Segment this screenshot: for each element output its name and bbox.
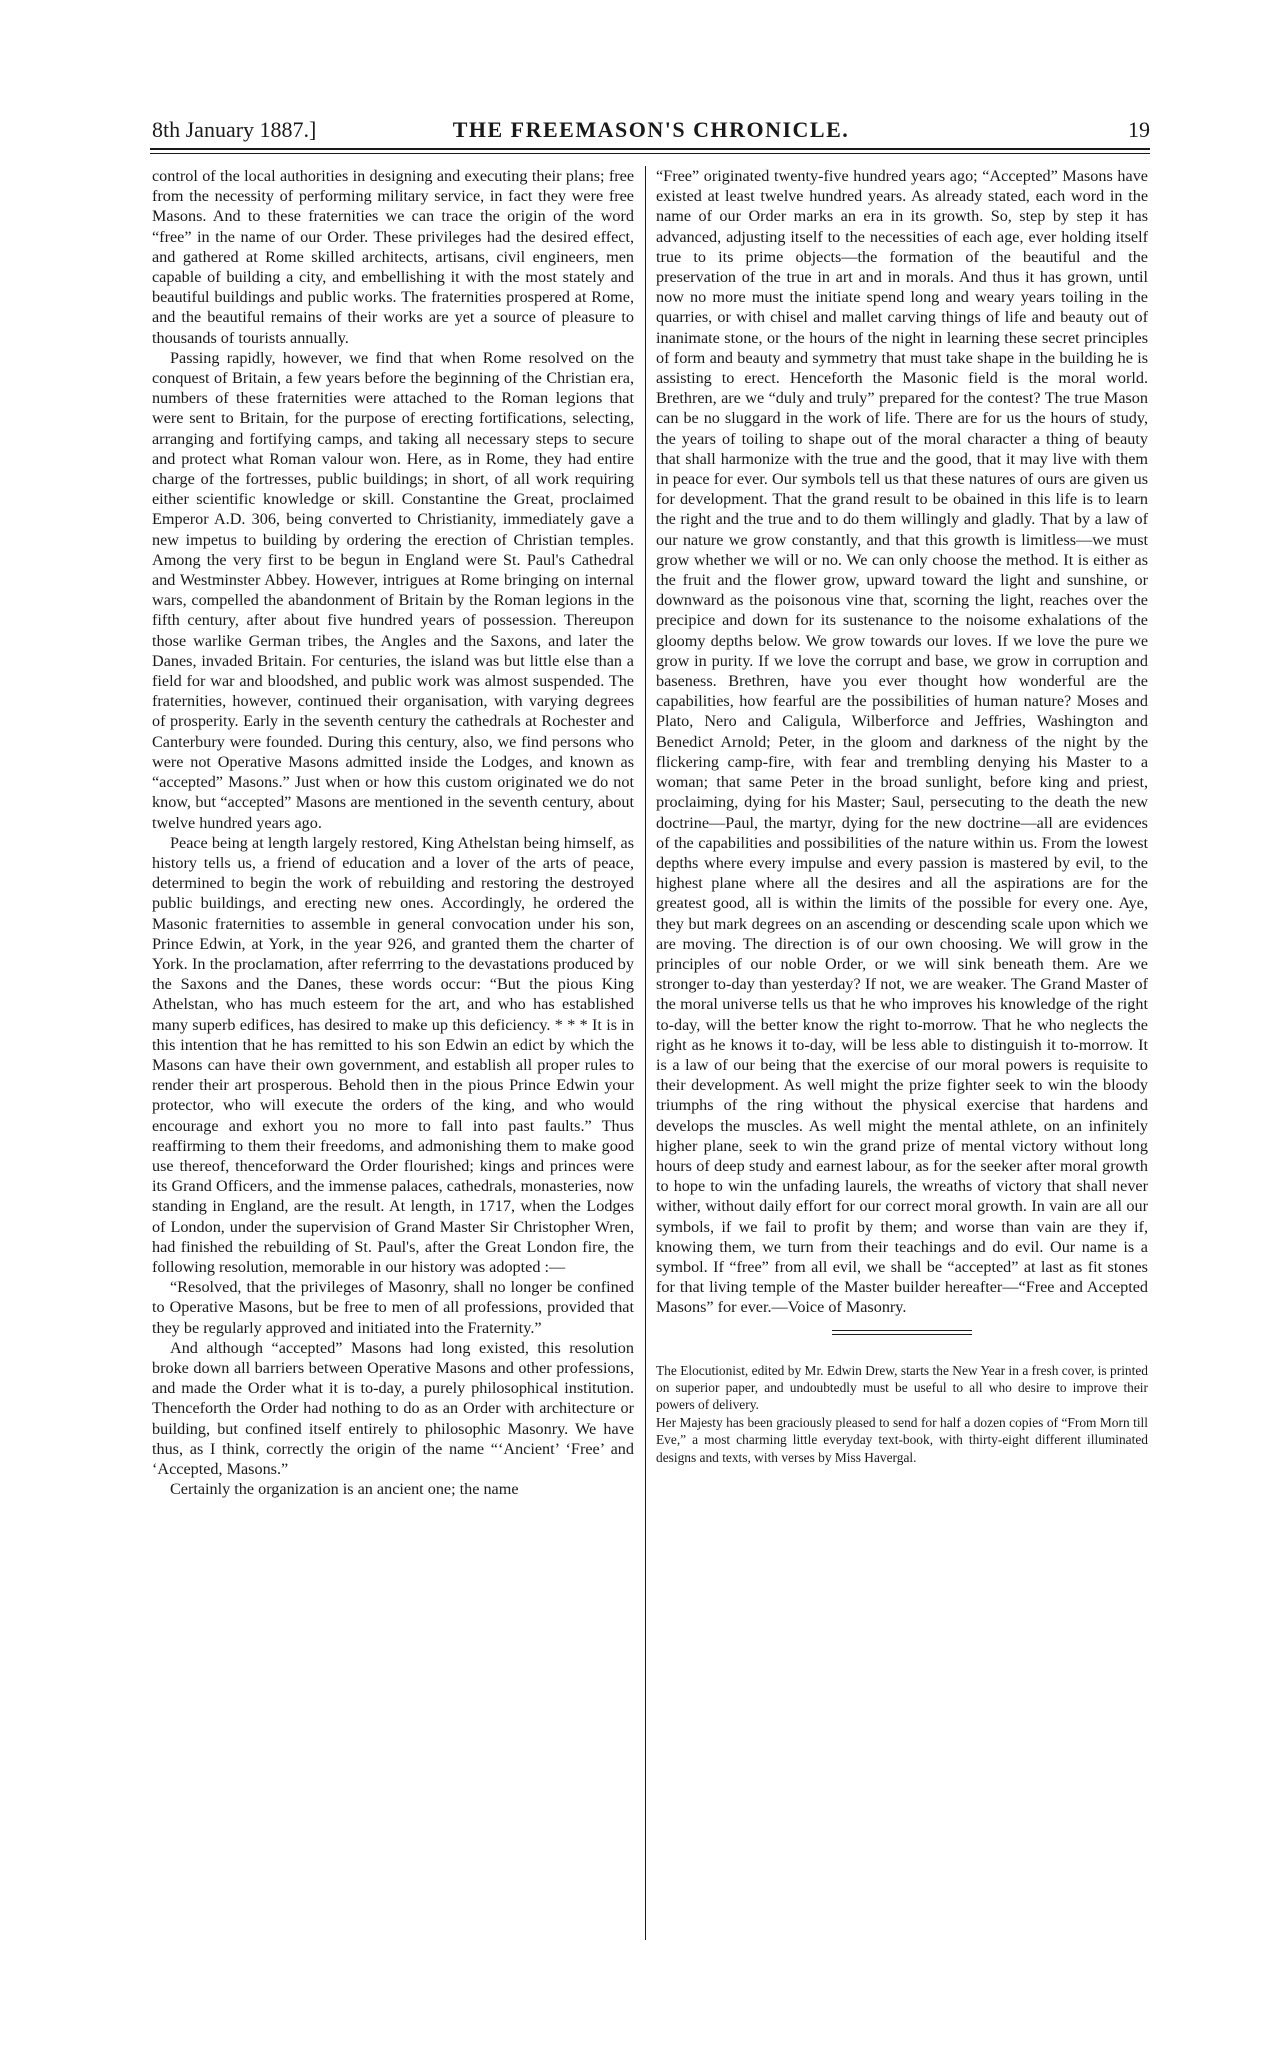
paragraph: Passing rapidly, however, we find that when Rome resolved on the conquest of Britain, a few years before the beginning of the Christian era, numbers of these fraternities were attached to the Roman legions that were sent to Britain, for the purpose of erecting fortifications, selecting, arranging and fortifying camps, and taking all necessary steps to secure and protect what Roman valour won. Here, as in Rome, they had entire charge of the fortresses, public buildings; in short, of all work requiring either scientific knowledge or skill. Constantine the Great, proclaimed Emperor A.D. 306, being converted to Christianity, immediately gave a new impetus to building by ordering the erection of Christian temples. Among the very first to be begun in England were St. Paul's Cathedral and Westminster Abbey. However, intrigues at Rome bringing on internal wars, compelled the abandonment of Britain by the Roman legions in the fifth century, after about five hundred years of possession. Thereupon those warlike German tribes, the Angles and the Saxons, and later the Danes, invaded Britain. For centuries, the island was but little else than a field for war and bloodshed, and public work was almost suspended. The fraternities, however, continued their organisation, with varying degrees of prosperity. Early in the seventh century the cathedrals at Rochester and Canterbury were founded. During this century, also, we find persons who were not Operative Masons admitted inside the Lodges, and known as “accepted” Masons.” Just when or how this custom originated we do not know, but “accepted” Masons are mentioned in the seventh century, about twelve hundred years ago. [152, 348, 634, 832]
resolution-quote: “Resolved, that the privileges of Masonry, shall no longer be confined to Operative Masons, but be free to men of all professions, provided that they be regularly approved and initiated into the Fraternity.” [152, 1278, 634, 1337]
paragraph: And although “accepted” Masons had long existed, this resolution broke down all barriers between Operative Masons and other professions, and made the Order what it is to-day, a purely philosophical institution. Thenceforth the Order had nothing to do as an Order with architecture or building, but confined itself entirely to philosophic Masonry. We have thus, as I think, correctly the origin of the name “‘Ancient’ ‘Free’ and ‘Accepted, Masons.” [152, 1338, 634, 1478]
header-rule-thin [150, 153, 1150, 154]
paragraph: “Free” originated twenty-five hundred years ago; “Accepted” Masons have existed at least twelve hundred years. As already stated, each word in the name of our Order marks an era in its growth. So, step by step it has advanced, adjusting itself to the necessities of each age, ever holding itself true to its prime objects—the formation of the beautiful and the preservation of the true in art and in morals. And thus it has grown, until now no more must the initiate spend long and weary years toiling in the quarries, or with chisel and mallet carving things of life and beauty out of inanimate stone, or the hours of the night in learning these secret principles of form and beauty and symmetry that must take shape in the building he is assisting to erect. Henceforth the Masonic field is the moral world. Brethren, are we “duly and truly” prepared for the contest? The true Mason can be no sluggard in the work of life. There are for us the hours of study, the years of toiling to shape out of the moral character a thing of beauty that shall harmonize with the true and the good, that it may live with them in peace for ever. Our symbols tell us that these natures of ours are given us for development. That the grand result to be obained in this life is to learn the right and the true and to do them willingly and gladly. That by a law of our nature we grow constantly, and that this growth is limitless—we must grow whether we will or no. We can only choose the method. It is either as the fruit and the flower grow, upward toward the light and sunshine, or downward as the poisonous vine that, scorning the light, reaches over the precipice and down for its sustenance to the noisome exhalations of the gloomy depths below. We grow towards our loves. If we love the pure we grow in purity. If we love the corrupt and base, we grow in corruption and baseness. Brethren, have you ever thought how wonderful are the capabilities, how fearful are the possibilities of human nature? Moses and Plato, Nero and Caligula, Wilberforce and Jeffries, Washington and Benedict Arnold; Peter, in the gloom and darkness of the night by the flickering camp-fire, with fear and trembling denying his Master to a woman; that same Peter in the broad sunlight, before king and priest, proclaiming, dying for his Master; Saul, persecuting to the death the new doctrine—Paul, the martyr, dying for the new doctrine—all are evidences of the capabilities and possibilities of the nature within us. From the lowest depths where every impulse and every passion is mastered by evil, to the highest plane where all the desires and all the aspirations are for the greatest good, all is within the limits of the possible for every one. Aye, they but mark degrees on an ascending or descending scale upon which we are moving. The direction is of our own choosing. We will grow in the principles of our noble Order, or we will sink beneath them. Are we stronger to-day than yesterday? If not, we are weaker. The Grand Master of the moral universe tells us that he who improves his knowledge of the right to-day, will the better know the right to-morrow. That he who neglects the right as he knows it to-day, will be less able to distinguish it to-morrow. It is a law of our being that the exercise of our moral powers is requisite to their development. As well might the prize fighter seek to win the bloody triumphs of the ring without the physical exercise that hardens and develops the muscles. As well might the mental athlete, on an infinitely higher plane, seek to win the grand prize of mental victory without long hours of deep study and earnest labour, as for the seeker after moral growth to hope to win the unfading laurels, the wreaths of victory that shall never wither, without daily effort for our correct moral growth. In vain are all our symbols, if we fail to profit by them; and worse than vain are they if, knowing them, we turn from their teachings and do evil. Our name is a symbol. If “free” from all evil, we shall be “accepted” at last as fit stones for that living temple of the Master builder hereafter—“Free and Accepted Masons” for ever.—Voice of Masonry. [656, 167, 1148, 1317]
header-rule [150, 148, 1150, 150]
section-separator [832, 1330, 972, 1338]
publication-title: THE FREEMASON'S CHRONICLE. [452, 117, 850, 142]
notice-her-majesty: Her Majesty has been graciously pleased to send for half a dozen copies of “From Morn till Eve,” a most charming little everyday text-book, with thirty-eight different illuminated designs and texts, with verses by Miss Havergal. [656, 1414, 1148, 1465]
issue-date: 8th January 1887.] [152, 117, 317, 142]
right-column [656, 166, 1148, 1956]
page-number: 19 [1128, 117, 1150, 142]
left-column [152, 166, 634, 1956]
paragraph: Certainly the organization is an ancient one; the name [170, 1480, 519, 1499]
paragraph: control of the local authorities in designing and executing their plans; free from the necessity of performing military service, in fact they were free Masons. And to these fraternities we can trace the origin of the word “free” in the name of our Order. These privileges had the desired effect, and gathered at Rome skilled architects, artisans, civil engineers, men capable of building a city, and embellishing it with the most stately and beautiful buildings and public works. The fraternities prospered at Rome, and the beautiful remains of their works are yet a source of pleasure to thousands of tourists annually. [152, 167, 634, 347]
paragraph: Peace being at length largely restored, King Athelstan being himself, as history tells us, a friend of education and a lover of the arts of peace, determined to begin the work of rebuilding and restoring the destroyed public buildings, and erecting new ones. Accordingly, he ordered the Masonic fraternities to assemble in general convocation under his son, Prince Edwin, at York, in the year 926, and granted them the charter of York. In the proclamation, after referrring to the devastations produced by the Saxons and the Danes, these words occur: “But the pious King Athelstan, who has much esteem for the art, and who has established many superb edifices, has desired to make up this deficiency. * * * It is in this intention that he has remitted to his son Edwin an edict by which the Masons can have their own government, and establish all proper rules to render their art prosperous. Behold then in the pious Prince Edwin your protector, who will execute the orders of the king, and who would encourage and exhort you no more to fall into past faults.” Thus reaffirming to them their freedoms, and admonishing them to make good use thereof, thenceforward the Order flourished; kings and princes were its Grand Officers, and the immense palaces, cathedrals, monasteries, now standing in England, are the result. At length, in 1717, when the Lodges of London, under the supervision of Grand Master Sir Christopher Wren, had finished the rebuilding of St. Paul's, after the Great London fire, the following resolution, memorable in our history was adopted :— [152, 833, 634, 1276]
notice-elocutionist: The Elocutionist, edited by Mr. Edwin Drew, starts the New Year in a fresh cover, is printed on superior paper, and undoubtedly must be useful to all who desire to improve their powers of delivery. [656, 1362, 1148, 1413]
page-header [152, 113, 1150, 147]
column-divider [645, 166, 646, 1940]
